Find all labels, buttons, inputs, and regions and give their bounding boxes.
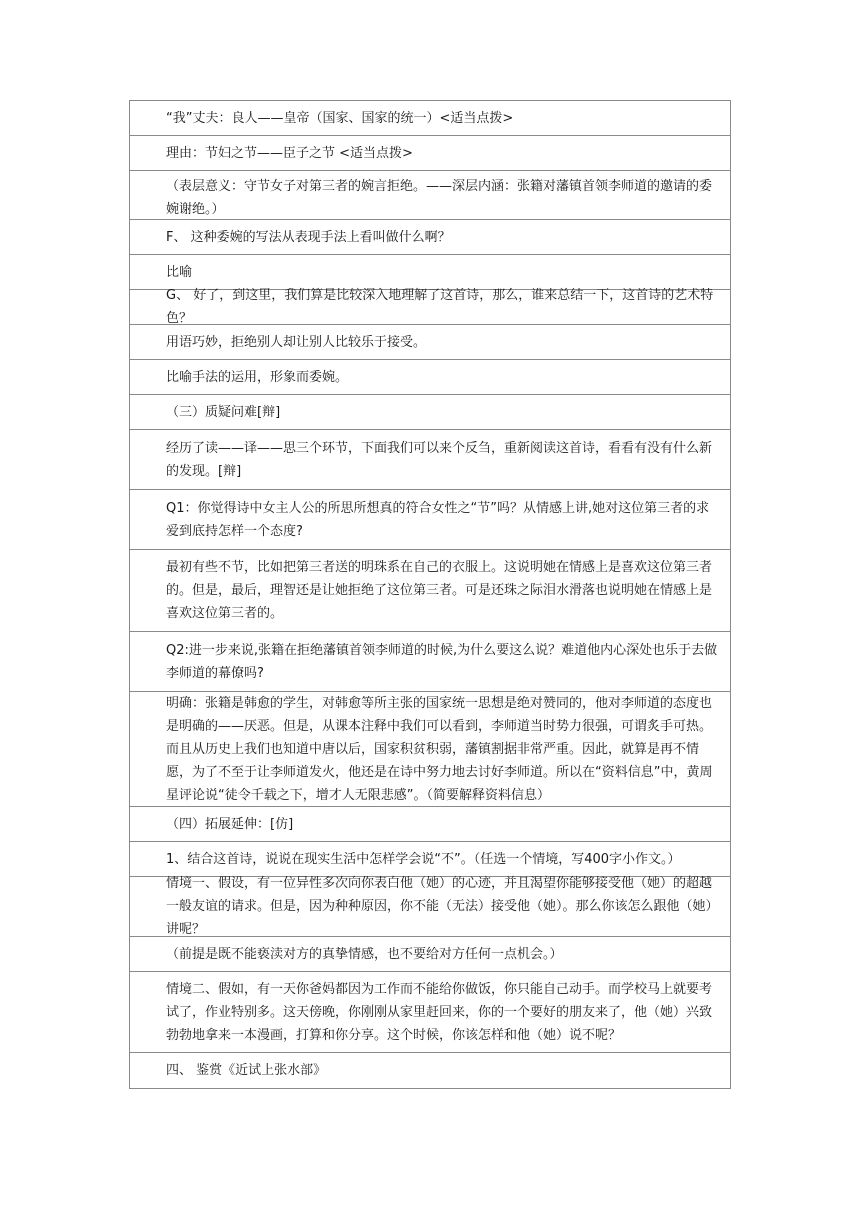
row-text: （前提是既不能亵渎对方的真挚情感，也不要给对方任何一点机会。） [166, 946, 563, 962]
row-text: （四）拓展延伸：[仿] [166, 816, 294, 832]
table-row [130, 171, 730, 220]
table-row [130, 325, 730, 360]
row-text: 比喻 [166, 264, 193, 280]
row-text: Q2:进一步来说,张籍在拒绝藩镇首领李师道的时候,为什么要这么说？难道他内心深处也乐于去做李师道的幕僚吗? [166, 642, 718, 681]
table-row [130, 807, 730, 842]
row-text: 经历了读——译——思三个环节，下面我们可以来个反刍，重新阅读这首诗，看看有没有什么新的发现。[辩] [166, 440, 713, 479]
row-text: 情境二、假如，有一天你爸妈都因为工作而不能给你做饭，你只能自己动手。而学校马上就要考试了，作业特别多。这天傍晚，你刚刚从家里赶回来，你的一个要好的朋友来了，他（她）兴致勃勃地拿来一本漫画，打算和你分享。这个时候，你该怎样和他（她）说不呢？ [166, 981, 713, 1043]
table-row [130, 101, 730, 136]
table-row [130, 972, 730, 1053]
row-text: 1、结合这首诗，说说在现实生活中怎样学会说“不”。（任选一个情境，写400字小作文。） [166, 851, 681, 867]
table-row [130, 937, 730, 972]
row-text: 比喻手法的运用，形象而委婉。 [166, 369, 349, 385]
table-row [130, 490, 730, 550]
table-row [130, 550, 730, 632]
row-text: 理由：节妇之节——臣子之节 <适当点拨> [166, 145, 413, 161]
row-text: 情境一、假设，有一位异性多次向你表白他（她）的心迹，并且渴望你能够接受他（她）的超越一般友谊的请求。但是，因为种种原因，你不能（无法）接受他（她）。那么你该怎么跟他（她）讲呢？ [166, 876, 719, 937]
table-row [130, 290, 730, 325]
table-row [130, 395, 730, 430]
row-text: Q1：你觉得诗中女主人公的所思所想真的符合女性之“节”吗？从情感上讲,她对这位第三者的求爱到底持怎样一个态度? [166, 500, 710, 539]
table-row [130, 360, 730, 395]
row-text: 四、 鉴赏《近试上张水部》 [166, 1063, 327, 1078]
table-row [130, 877, 730, 937]
lesson-table [129, 100, 731, 1089]
row-text: （三）质疑问难[辩] [166, 404, 281, 420]
row-text: “我”丈夫：良人——皇帝（国家、国家的统一）<适当点拨> [166, 110, 514, 126]
row-text: 用语巧妙，拒绝别人却让别人比较乐于接受。 [166, 334, 427, 350]
table-row [130, 1053, 730, 1088]
table-row [130, 632, 730, 692]
table-row [130, 136, 730, 171]
table-row [130, 220, 730, 255]
row-text: 明确：张籍是韩愈的学生，对韩愈等所主张的国家统一思想是绝对赞同的，他对李师道的态度也是明确的——厌恶。但是，从课本注释中我们可以看到，李师道当时势力很强，可谓炙手可热。而且从历史上我们也知道中唐以后，国家积贫积弱，藩镇割据非常严重。因此，就算是再不情愿，为了不至于让李师道发火，他还是在诗中努力地去讨好李师道。所以在“资料信息”中，黄周星评论说“徒令千载之下，增才人无限悲感”。（简要解释资料信息） [166, 695, 713, 803]
row-text: F、 这种委婉的写法从表现手法上看叫做什么啊？ [166, 229, 451, 245]
table-row [130, 430, 730, 490]
table-row [130, 692, 730, 807]
row-text: （表层意义：守节女子对第三者的婉言拒绝。——深层内涵：张籍对藩镇首领李师道的邀请的委婉谢绝。） [166, 179, 713, 217]
row-text: G、 好了，到这里，我们算是比较深入地理解了这首诗，那么，谁来总结一下，这首诗的艺术特色？ [166, 288, 714, 326]
row-text: 最初有些不节，比如把第三者送的明珠系在自己的衣服上。这说明她在情感上是喜欢这位第三者的。但是，最后，理智还是让她拒绝了这位第三者。可是还珠之际泪水滑落也说明她在情感上是喜欢这位第三者的。 [166, 560, 713, 621]
